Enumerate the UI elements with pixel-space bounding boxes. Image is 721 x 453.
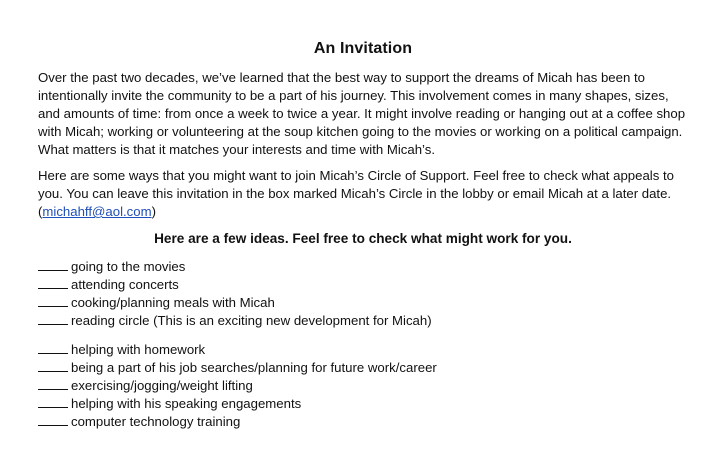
checkbox-blank[interactable] xyxy=(38,359,68,372)
option-label: computer technology training xyxy=(71,414,241,429)
option-label: attending concerts xyxy=(71,277,179,292)
option-item xyxy=(38,276,688,294)
option-label: cooking/planning meals with Micah xyxy=(71,295,275,310)
option-label: going to the movies xyxy=(71,259,186,274)
option-item xyxy=(38,341,688,359)
option-item xyxy=(38,377,688,395)
checkbox-blank[interactable] xyxy=(38,258,68,271)
option-label: reading circle (This is an exciting new development for Micah) xyxy=(71,313,432,328)
checkbox-blank[interactable] xyxy=(38,276,68,289)
instructions-text: Here are some ways that you might want to join Micah’s Circle of Support. Feel free to check what appeals to you. You can leave this invitation in the box marked Micah’s Circle in the lobby or email Micah at a later date. ( xyxy=(38,168,674,219)
checkbox-blank[interactable] xyxy=(38,341,68,354)
document-title: An Invitation xyxy=(313,40,413,57)
checkbox-blank[interactable] xyxy=(38,312,68,325)
option-item xyxy=(38,294,688,312)
option-item xyxy=(38,413,688,431)
document xyxy=(38,40,688,431)
checkbox-blank[interactable] xyxy=(38,413,68,426)
email-link[interactable]: michahff@aol.com xyxy=(42,204,152,219)
option-label: exercising/jogging/weight lifting xyxy=(71,378,253,393)
instructions-paragraph xyxy=(38,167,688,221)
option-label: helping with homework xyxy=(71,342,206,357)
option-item xyxy=(38,258,688,276)
option-label: being a part of his job searches/planning for future work/career xyxy=(71,360,437,375)
option-item xyxy=(38,312,688,330)
options-list-1 xyxy=(38,258,688,330)
spacer xyxy=(38,330,688,341)
instructions-close: ) xyxy=(151,204,156,219)
option-item xyxy=(38,395,688,413)
option-item xyxy=(38,359,688,377)
checkbox-blank[interactable] xyxy=(38,294,68,307)
checkbox-blank[interactable] xyxy=(38,377,68,390)
checkbox-blank[interactable] xyxy=(38,395,68,408)
options-list-2 xyxy=(38,341,688,431)
option-label: helping with his speaking engagements xyxy=(71,396,302,411)
ideas-heading: Here are a few ideas. Feel free to check what might work for you. xyxy=(154,231,572,246)
intro-paragraph: Over the past two decades, we’ve learned that the best way to support the dreams of Micah has been to intentionally invite the community to be a part of his journey. This involvement comes in many shapes, sizes, and amounts of time: from once a week to twice a year. It might involve reading or hanging out at a coffee shop with Micah; working or volunteering at the soup kitchen going to the movies or working on a political campaign. What matters is that it matches your interests and time with Micah’s. xyxy=(38,70,686,157)
